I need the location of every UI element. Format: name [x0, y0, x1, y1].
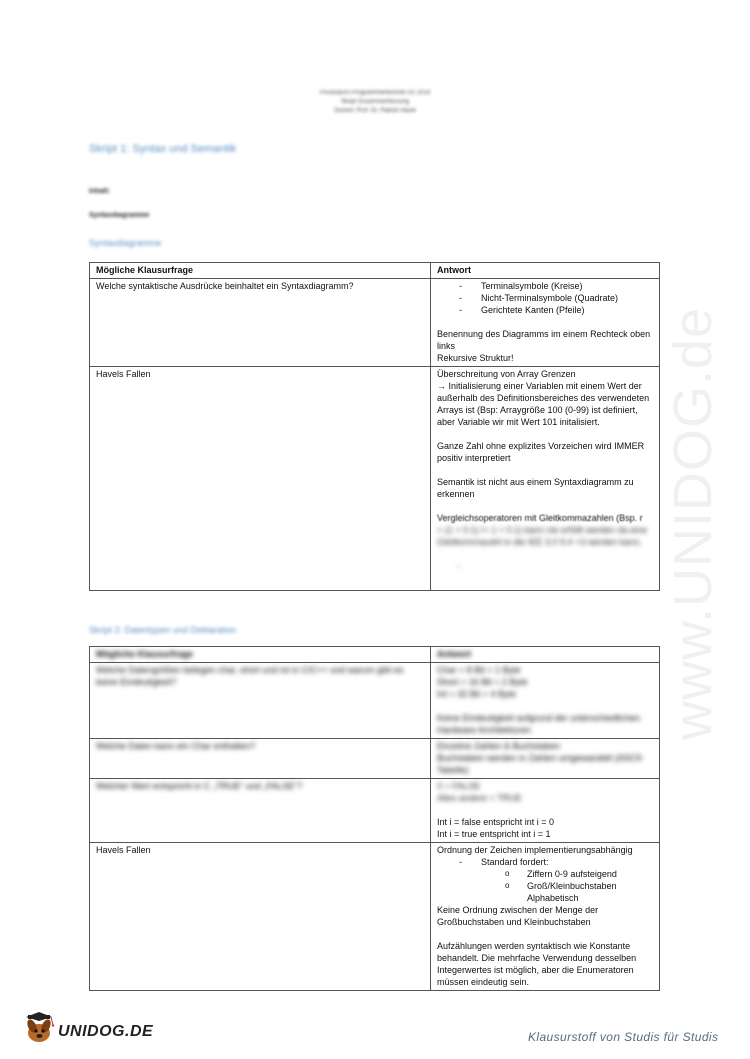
question-cell: Havels Fallen — [90, 843, 431, 991]
answer-text: Keine Ordnung zwischen der Menge der Großbuchstaben und Kleinbuchstaben — [437, 905, 599, 927]
table-row — [90, 367, 660, 591]
watermark-text: www.UNIDOG.de — [663, 306, 723, 740]
logo-wordmark: UNIDOG.DE — [58, 1023, 154, 1040]
answer-text: Einzelne Zahlen & Buchstaben — [437, 741, 561, 751]
table-header-row — [90, 263, 660, 279]
answer-text-blurred: 0 = FALSE — [437, 781, 481, 791]
answer-bullet-list — [437, 280, 653, 316]
list-item: - Standard fordert: — [437, 856, 653, 868]
table-row — [90, 779, 660, 843]
header-doc-type: Skript Zusammenfassung — [340, 99, 410, 105]
list-item: - Terminalsymbole (Kreise) — [437, 280, 653, 292]
section1-subtitle: Syntaxdiagramme — [89, 238, 162, 248]
document-header — [0, 89, 750, 116]
list-item: - Nicht-Terminalsymbole (Quadrate) — [437, 292, 653, 304]
inhalt-label: Inhalt: — [89, 188, 110, 195]
answer-text: Int = 32 Bit = 4 Byte — [437, 689, 517, 699]
col-question-header: Mögliche Klausurfrage — [90, 263, 431, 279]
answer-text: → Initialisierung einer Variablen mit einem Wert der außerhalb des Definitionsbereiches des verwendeten Arrays ist (Bsp: Arraygröße 100 (0-99) ist definiert, aber Variable wir mit Wert 101 initalisiert. — [437, 381, 650, 427]
answer-text: Rekursive Struktur! — [437, 353, 514, 363]
table-header-row — [90, 647, 660, 663]
answer-text: Semantik ist nicht aus einem Syntaxdiagramm zu erkennen — [437, 477, 634, 499]
answer-cell — [431, 739, 660, 779]
answer-cell — [431, 367, 660, 591]
answer-cell — [431, 279, 660, 367]
answer-text-blurred: Alles andere = TRUE — [437, 793, 522, 803]
question-cell: Welche syntaktische Ausdrücke beinhaltet ein Syntaxdiagramm? — [90, 279, 431, 367]
answer-text: Überschreitung von Array Grenzen — [437, 369, 576, 379]
table-row — [90, 279, 660, 367]
answer-text: Benennung des Diagramms im einem Rechteck oben links — [437, 329, 651, 351]
list-item: o Groß/Kleinbuchstaben Alphabetisch — [437, 880, 653, 904]
answer-text: Ganze Zahl ohne explizites Vorzeichen wird IMMER positiv interpretiert — [437, 441, 645, 463]
toc-item: Syntaxdiagramme — [89, 212, 150, 219]
question-cell: Welcher Wert entspricht in C „TRUE“ und „FALSE“? — [90, 779, 431, 843]
table-row — [90, 663, 660, 739]
list-item: o Ziffern 0-9 aufsteigend — [437, 868, 653, 880]
answer-text: Aufzählungen werden syntaktisch wie Konstante behandelt. Die mehrfache Verwendung desselben Integerwertes ist möglich, aber die Enumeratoren müssen eindeutig sein. — [437, 941, 637, 987]
answer-text: Int i = false entspricht int i = 0 — [437, 817, 555, 827]
answer-cell — [431, 663, 660, 739]
table-row — [90, 843, 660, 991]
question-cell: Welche Daten kann ein Char enthalten? — [90, 739, 431, 779]
answer-text: Int i = true entspricht int i = 1 — [437, 829, 551, 839]
col-answer-header: Antwort — [431, 647, 660, 663]
footer-slogan: Klausurstoff von Studis für Studis — [528, 1030, 719, 1044]
answer-text-blurred: = (1 + 0.1) != 1 + 0.1) kann nie erfüllt werden da eine Gleitkommazahl in die IEE 3.0 9.4 +3 werden kann. — [437, 525, 648, 547]
answer-cell — [431, 779, 660, 843]
col-question-header: Mögliche Klausurfrage — [90, 647, 431, 663]
answer-text: Char = 8 Bit = 1 Byte — [437, 665, 521, 675]
answer-cell — [431, 843, 660, 991]
list-item: - Gerichtete Kanten (Pfeile) — [437, 304, 653, 316]
question-cell: Havels Fallen — [90, 367, 431, 591]
answer-text: Short = 16 Bit = 2 Byte — [437, 677, 528, 687]
col-answer-header: Antwort — [431, 263, 660, 279]
answer-text-blurred: - — [457, 561, 460, 571]
answer-text: Vergleichsoperatoren mit Gleitkommazahlen (Bsp. r — [437, 513, 643, 523]
question-cell: Welche Datengrößen belegen char, short und int in C/C++ und warum gibt es keine Eindeutigkeit? — [90, 663, 431, 739]
answer-text: Keine Eindeutigkeit aufgrund der unterschiedlichen Hardware Architekturen — [437, 713, 641, 735]
qa-table-1 — [89, 262, 660, 591]
answer-bullet-list — [437, 856, 653, 868]
answer-text: Buchstaben werden in Zahlen umgewandelt (ASCII-Tabelle) — [437, 753, 645, 775]
answer-text: Ordnung der Zeichen implementierungsabhängig — [437, 845, 633, 855]
answer-sub-list — [437, 868, 653, 904]
section2-subtitle: Skript 2: Datentypen und Deklaration — [89, 625, 237, 635]
header-course: Proseukurs Programmiertechnik SS 2018 — [319, 90, 431, 96]
header-lecturer: Dozent: Prof. Dr. Patrick Havel — [334, 108, 416, 114]
table-row — [90, 739, 660, 779]
qa-table-2 — [89, 646, 660, 991]
section1-title: Skript 1: Syntax und Semantik — [89, 143, 237, 155]
